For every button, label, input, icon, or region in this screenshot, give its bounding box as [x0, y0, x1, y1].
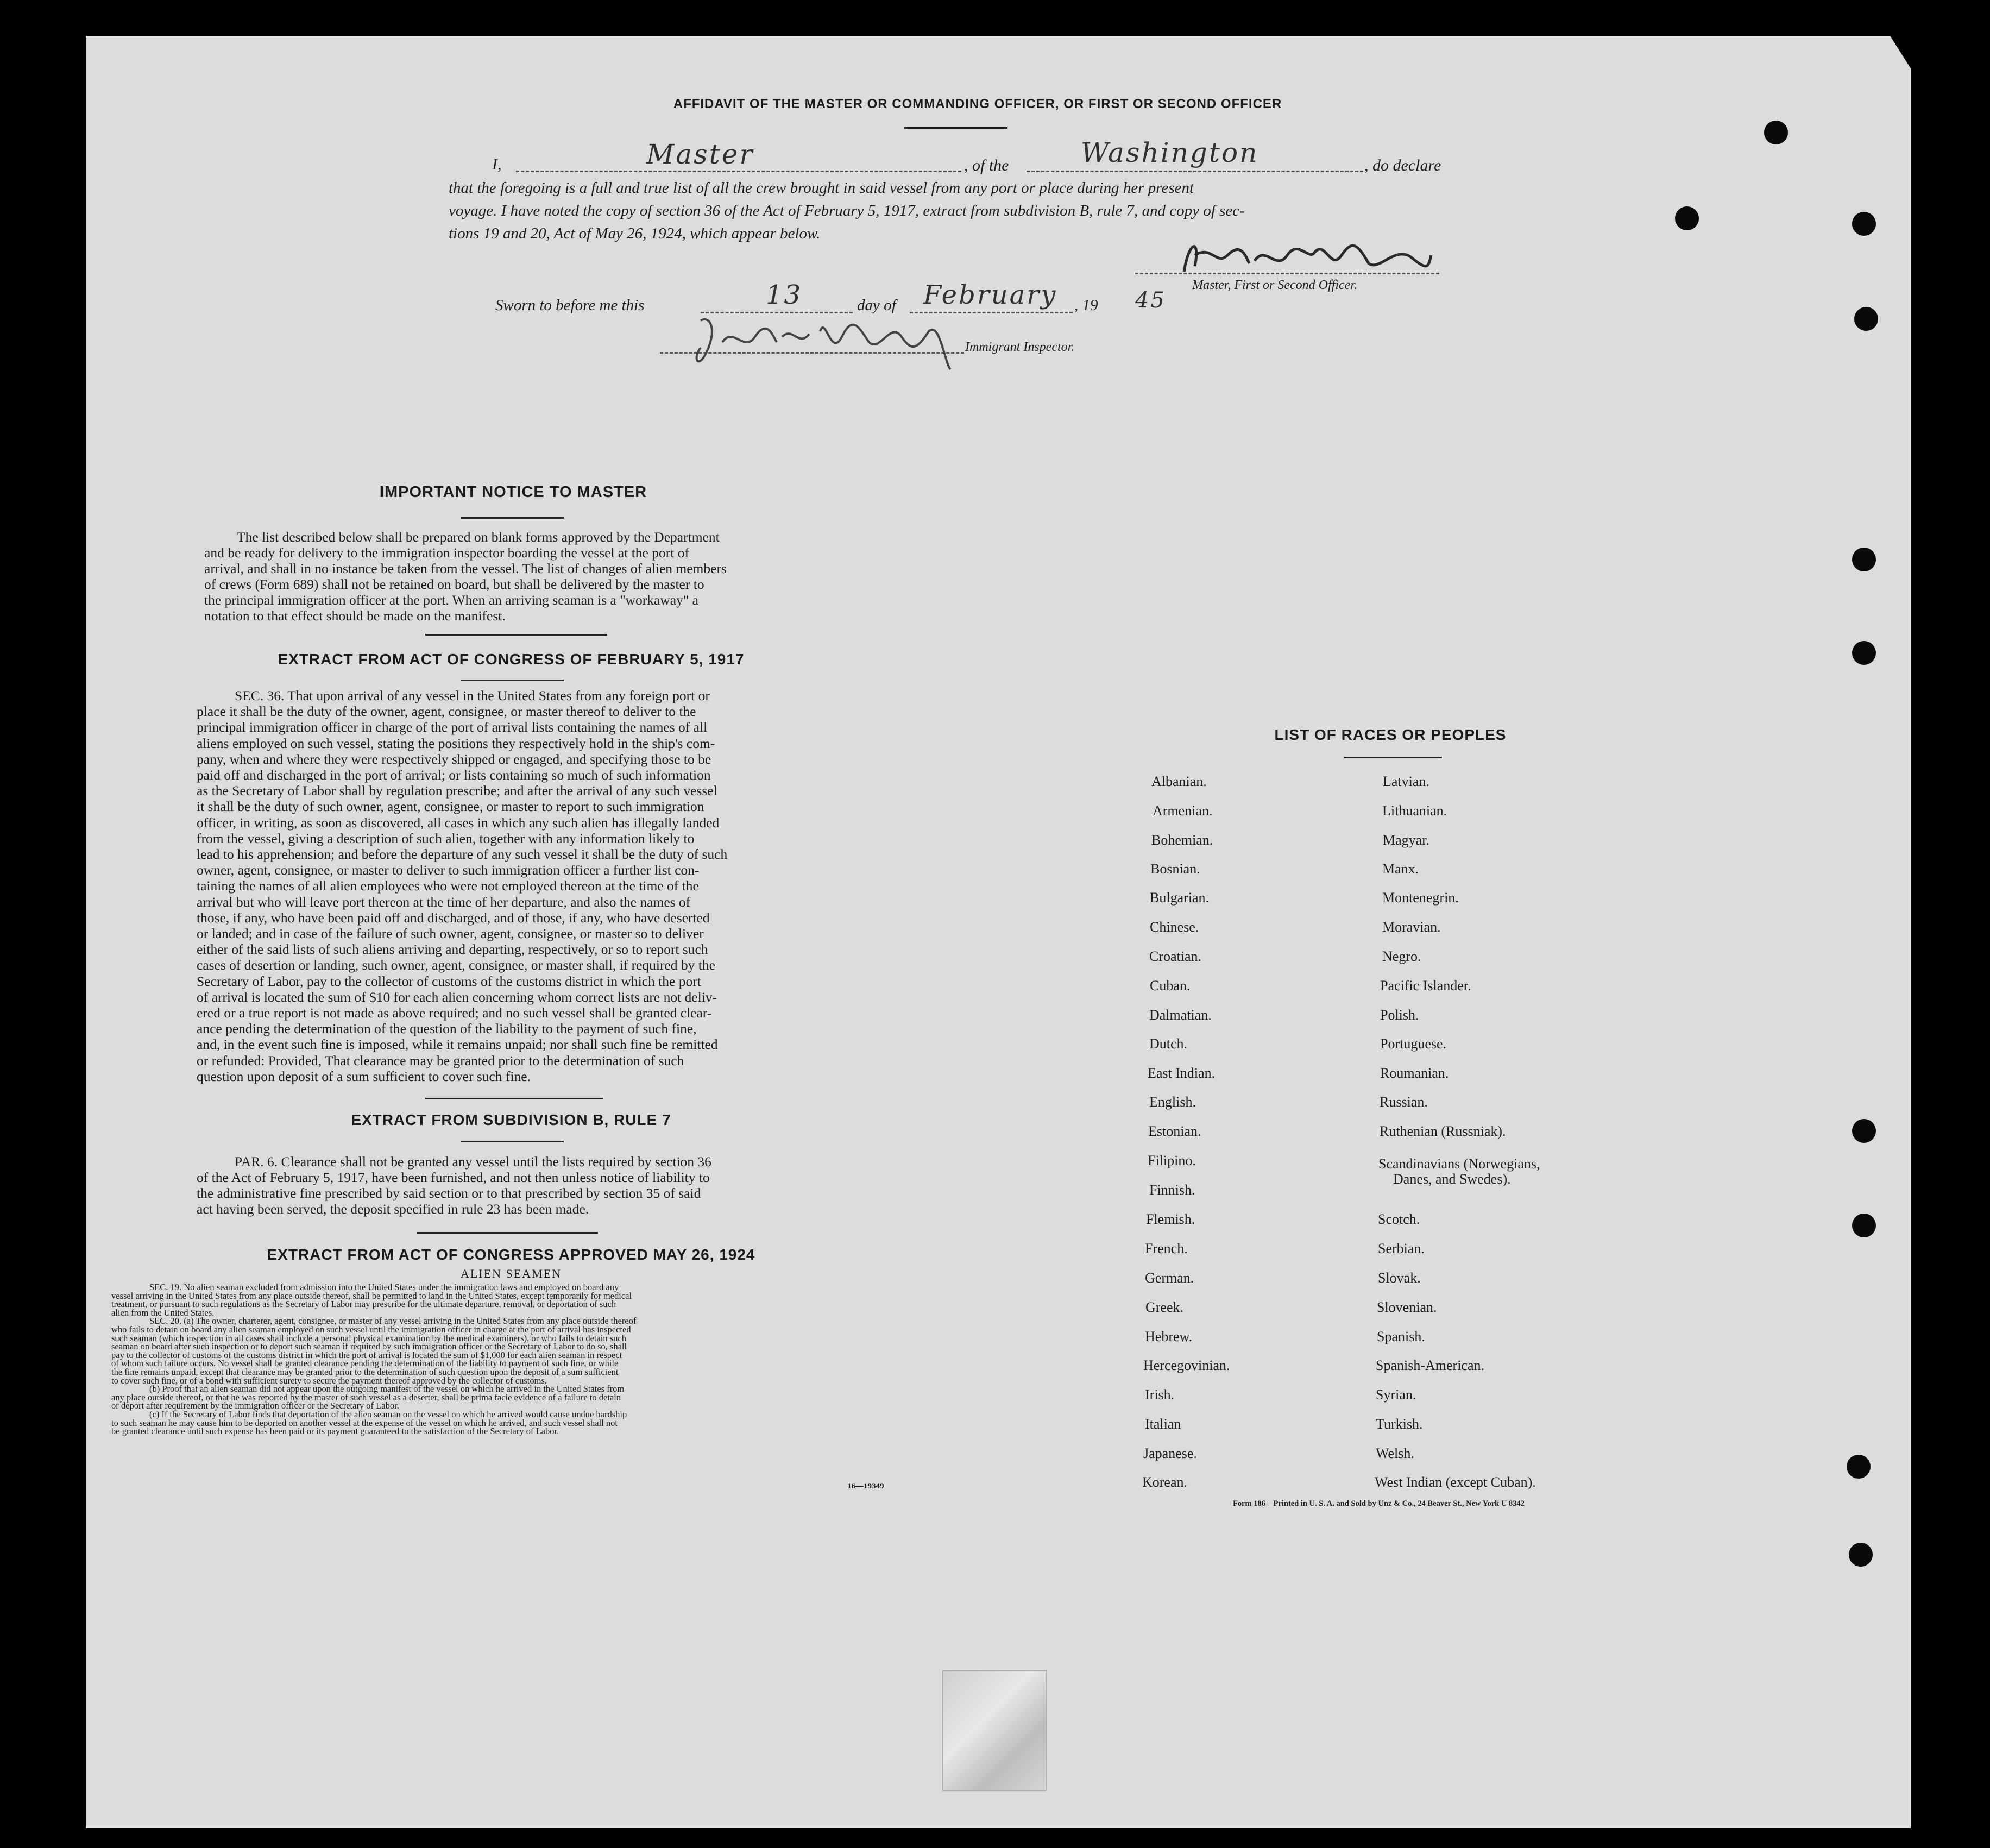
extract-1917-body [197, 688, 818, 1084]
race-item: Croatian. [1149, 948, 1202, 964]
race-item: Slovenian. [1377, 1299, 1437, 1315]
punch-hole [1852, 641, 1876, 665]
extract-line: officer, in writing, as soon as discovered, all cases in which any such alien has illegally landed [197, 814, 720, 831]
punch-hole [1849, 1543, 1873, 1567]
extract-1924-line: vessel arriving in the United States from any place outside thereof, shall be permitted to land in the United States, except temporarily for medical [111, 1290, 632, 1301]
extract-line: of arrival is located the sum of $10 for each alien concerning whom correct lists are not deliv- [197, 989, 717, 1005]
race-item: French. [1145, 1241, 1188, 1256]
vessel-handwritten: Washington [1081, 137, 1259, 168]
race-item: Syrian. [1376, 1387, 1416, 1403]
extract-1924-line: of whom such failure occurs. No vessel shall be granted clearance pending the determination of the liability to payment of such fine, or while [111, 1358, 619, 1369]
notice-line: The list described below shall be prepared on blank forms approved by the Department [237, 529, 720, 545]
race-item: Bosnian. [1150, 861, 1200, 877]
race-item: Hebrew. [1145, 1329, 1193, 1344]
extract-1924-line: SEC. 20. (a) The owner, charterer, agent, consignee, or master of any vessel arriving in the United States from any place outside thereof [149, 1316, 637, 1327]
race-item: Welsh. [1376, 1445, 1414, 1461]
race-item: Flemish. [1146, 1211, 1195, 1227]
do-declare-label: , do declare [1364, 156, 1441, 174]
race-item: Negro. [1382, 948, 1421, 964]
race-item: Lithuanian. [1382, 803, 1447, 819]
extract-line: ered or a true report is not made as above required; and no such vessel shall be granted clear- [197, 1005, 712, 1021]
race-item: Finnish. [1149, 1182, 1195, 1198]
notice-rule [461, 517, 564, 519]
race-item: Turkish. [1376, 1416, 1423, 1432]
punch-hole [1852, 548, 1876, 571]
extract-line: pany, when and where they were respectively shipped or engaged, and specifying those to be [197, 751, 711, 767]
race-item: Japanese. [1143, 1445, 1197, 1461]
extract-line: cases of desertion or landing, such owner, agent, consignee, or master shall, if required by the [197, 957, 715, 973]
race-item: Spanish-American. [1376, 1357, 1485, 1373]
day-of-label: day of [857, 297, 896, 314]
extract-line: Secretary of Labor, pay to the collector of customs of the customs district in which the port [197, 973, 701, 989]
punch-hole [1764, 121, 1788, 144]
inspector-signature [690, 310, 967, 378]
race-item: Scandinavians (Norwegians, [1378, 1156, 1540, 1172]
of-the-label: , of the [964, 156, 1009, 174]
rule7-line: PAR. 6. Clearance shall not be granted any vessel until the lists required by section 36 [235, 1154, 711, 1170]
extract-1924-line: seaman on board after such inspection or to deport such seaman if required by such immigration officer or the Secretary of Labor to do so, shall [111, 1341, 627, 1352]
section-rule [417, 1232, 598, 1234]
race-item: Filipino. [1148, 1153, 1196, 1168]
extract-1924-line: treatment, or pursuant to such regulations as the Secretary of Labor may prescribe for the ultimate departure, removal, or deportation of such [111, 1299, 616, 1310]
extract-line: place it shall be the duty of the owner, agent, consignee, or master thereof to deliver to the [197, 703, 696, 720]
notice-body [204, 529, 818, 624]
form-code: 16—19349 [847, 1482, 884, 1491]
race-item: Ruthenian (Russniak). [1380, 1123, 1506, 1139]
race-item: Latvian. [1383, 774, 1429, 789]
race-item: Slovak. [1378, 1270, 1421, 1286]
rule7-line: the administrative fine prescribed by said section or to that prescribed by section 35 of said [197, 1185, 701, 1201]
race-item: Pacific Islander. [1380, 978, 1471, 994]
extract-line: question upon deposit of a sum sufficient to cover such fine. [197, 1068, 531, 1084]
inspector-caption: Immigrant Inspector. [965, 340, 1075, 354]
name-blank [516, 171, 961, 172]
extract-1924-line: who fails to detain on board any alien seaman employed on such vessel until the immigration officer in charge at the port of arrival has inspected [111, 1324, 631, 1335]
extract-line: as the Secretary of Labor shall by regulation prescribe; and after the arrival of any such vessel [197, 783, 717, 799]
rule7-title: EXTRACT FROM SUBDIVISION B, RULE 7 [351, 1111, 671, 1128]
extract-1924-line: (c) If the Secretary of Labor finds that deportation of the alien seaman on the vessel on which he arrived would cause undue hardship [149, 1409, 627, 1419]
notice-line: notation to that effect should be made on the manifest. [204, 608, 506, 624]
extract-line: taining the names of all alien employees who were not employed thereon at the time of the [197, 878, 699, 894]
punch-hole [1675, 206, 1699, 230]
extract-1924-subtitle: ALIEN SEAMEN [461, 1267, 562, 1280]
extract-1924-title: EXTRACT FROM ACT OF CONGRESS APPROVED MAY 26, 1924 [267, 1246, 755, 1263]
rule7-line: of the Act of February 5, 1917, have been furnished, and not then unless notice of liability to [197, 1170, 710, 1185]
form-printer-note: Form 186—Printed in U. S. A. and Sold by Unz & Co., 24 Beaver St., New York U 8342 [1233, 1499, 1525, 1508]
race-item: Dalmatian. [1149, 1007, 1212, 1023]
extract-1924-line: (b) Proof that an alien seaman did not appear upon the outgoing manifest of the vessel on which he arrived in the United States from [149, 1384, 625, 1394]
section-rule [461, 1141, 564, 1142]
race-item: Spanish. [1377, 1329, 1425, 1344]
extract-1924-line: SEC. 19. No alien seaman excluded from admission into the United States under the immigration laws and employed on board any [149, 1282, 619, 1292]
race-item: Montenegrin. [1382, 890, 1459, 906]
race-item: Scotch. [1378, 1211, 1420, 1227]
extract-1924-line: any place outside thereof, or that he was reported by the master of such vessel as a deserter, shall be prima facie evidence of a failure to detain [111, 1392, 621, 1403]
race-item: English. [1149, 1094, 1196, 1110]
extract-1924-line: to cover such fine, or of a bond with sufficient surety to secure the payment thereof approved by the collector of customs. [111, 1375, 547, 1386]
punch-hole [1847, 1455, 1871, 1479]
sworn-label: Sworn to before me this [495, 297, 645, 314]
race-item: West Indian (except Cuban). [1375, 1474, 1536, 1490]
races-rule [1344, 757, 1442, 758]
rule7-line: act having been served, the deposit specified in rule 23 has been made. [197, 1201, 589, 1217]
rule7-body [197, 1154, 818, 1217]
extract-1924-body [111, 1283, 923, 1436]
section-rule [461, 680, 564, 681]
race-item: Italian [1145, 1416, 1181, 1432]
extract-line: ance pending the determination of the question of the liability to the payment of such fine, [197, 1021, 697, 1037]
race-item: Magyar. [1383, 832, 1429, 848]
name-handwritten: Master [646, 139, 754, 170]
extract-1924-line: be granted clearance until such expense has been paid or its payment guaranteed to the satisfaction of the Secretary of Labor. [111, 1426, 559, 1437]
affidavit-body-3: tions 19 and 20, Act of May 26, 1924, which appear below. [449, 225, 821, 242]
race-item: Cuban. [1150, 978, 1191, 994]
i-label: I, [492, 155, 502, 173]
notice-line: the principal immigration officer at the port. When an arriving seaman is a "workaway" a [204, 592, 698, 608]
affidavit-title: AFFIDAVIT OF THE MASTER OR COMMANDING OFFICER, OR FIRST OR SECOND OFFICER [673, 97, 1282, 111]
tape-repair [942, 1670, 1047, 1791]
race-item: Albanian. [1151, 774, 1207, 789]
punch-hole [1852, 1214, 1876, 1237]
race-item: Estonian. [1148, 1123, 1201, 1139]
month-handwritten: February [923, 280, 1057, 310]
extract-1924-line: pay to the collector of customs of the customs district in which the port of arrival is located the sum of $1,000 for each alien seaman in respect [111, 1349, 622, 1360]
extract-line: it shall be the duty of such owner, agent, consignee, or master to report to such immigration [197, 799, 704, 815]
affidavit-body-2: voyage. I have noted the copy of section 36 of the Act of February 5, 1917, extract from subdivision B, rule 7, and copy of sec- [449, 202, 1245, 219]
year-prefix: , 19 [1074, 297, 1098, 314]
title-rule [904, 127, 1007, 129]
extract-line: either of the said lists of such aliens arriving and departing, respectively, or so to report such [197, 941, 708, 958]
race-item: Russian. [1380, 1094, 1428, 1110]
extract-line: principal immigration officer in charge of the port of arrival lists containing the names of all [197, 719, 708, 736]
extract-1924-line: alien from the United States. [111, 1307, 215, 1318]
extract-line: arrival but who will leave port thereon at the time of her departure, and also the names of [197, 894, 691, 910]
notice-line: and be ready for delivery to the immigration inspector boarding the vessel at the port of [204, 545, 689, 561]
year-handwritten: 45 [1135, 288, 1166, 313]
extract-line: from the vessel, giving a description of such alien, together with any information likely to [197, 830, 695, 846]
race-item: Chinese. [1150, 919, 1199, 935]
extract-line: paid off and discharged in the port of arrival; or lists containing so much of such information [197, 767, 711, 783]
extract-1924-line: or deport after requirement by the immigration officer or the Secretary of Labor. [111, 1400, 399, 1411]
race-item: Danes, and Swedes). [1393, 1171, 1511, 1187]
extract-line: or landed; and in case of the failure of such owner, agent, consignee, or master so to deliver [197, 926, 704, 942]
section-rule [425, 634, 607, 636]
signature-caption: Master, First or Second Officer. [1192, 278, 1357, 292]
extract-1924-line: the fine remains unpaid, except that clearance may be granted prior to the determination of such question upon the deposit of a sum sufficient [111, 1366, 619, 1377]
race-item: East Indian. [1148, 1065, 1216, 1081]
extract-line: or refunded: Provided, That clearance may be granted prior to the determination of such [197, 1052, 684, 1068]
extract-1924-line: to such seaman he may cause him to be deported on another vessel at the expense of the vessel on which he arrived, and such vessel shall not [111, 1417, 618, 1428]
race-item: Korean. [1142, 1474, 1188, 1490]
extract-1917-title: EXTRACT FROM ACT OF CONGRESS OF FEBRUARY 5, 1917 [278, 651, 745, 668]
races-title: LIST OF RACES OR PEOPLES [1274, 726, 1507, 743]
extract-line: those, if any, who have been paid off and discharged, and of those, if any, who have deserted [197, 909, 710, 926]
race-item: Roumanian. [1380, 1065, 1449, 1081]
extract-1924-line: such seaman (which inspection in all cases shall include a personal physical examination by the medical examiners), or who fails to detain such [111, 1332, 627, 1343]
race-item: Armenian. [1153, 803, 1213, 819]
affidavit-body-1: that the foregoing is a full and true list of all the crew brought in said vessel from any port or place during her present [449, 179, 1194, 197]
race-item: Bulgarian. [1150, 890, 1210, 906]
race-item: Hercegovinian. [1143, 1357, 1230, 1373]
extract-line: lead to his apprehension; and before the departure of any such vessel it shall be the duty of such [197, 846, 728, 863]
extract-line: and, in the event such fine is imposed, while it remains unpaid; nor shall such fine be remitted [197, 1036, 718, 1053]
race-item: Portuguese. [1380, 1036, 1447, 1052]
extract-line: owner, agent, consignee, or master to deliver to such immigration officer a further list con- [197, 862, 700, 878]
notice-line: of crews (Form 689) shall not be retained on board, but shall be delivered by the master to [204, 576, 704, 592]
extract-line: SEC. 36. That upon arrival of any vessel in the United States from any foreign port or [235, 688, 710, 703]
vessel-blank [1027, 171, 1363, 172]
race-item: Serbian. [1378, 1241, 1425, 1256]
notice-title: IMPORTANT NOTICE TO MASTER [379, 483, 647, 501]
officer-signature [1179, 234, 1434, 285]
race-item: Irish. [1145, 1387, 1175, 1403]
race-item: Dutch. [1149, 1036, 1188, 1052]
race-item: Greek. [1145, 1299, 1184, 1315]
race-item: Bohemian. [1151, 832, 1213, 848]
race-item: Moravian. [1382, 919, 1441, 935]
race-item: German. [1145, 1270, 1194, 1286]
extract-line: aliens employed on such vessel, stating the positions they respectively hold in the ship's com- [197, 735, 715, 751]
day-handwritten: 13 [766, 280, 803, 310]
punch-hole [1852, 1119, 1876, 1143]
notice-line: arrival, and shall in no instance be taken from the vessel. The list of changes of alien members [204, 561, 727, 576]
punch-hole [1852, 212, 1876, 236]
section-rule [425, 1098, 603, 1099]
race-item: Manx. [1382, 861, 1419, 877]
race-item: Polish. [1380, 1007, 1419, 1023]
punch-hole [1854, 307, 1878, 331]
